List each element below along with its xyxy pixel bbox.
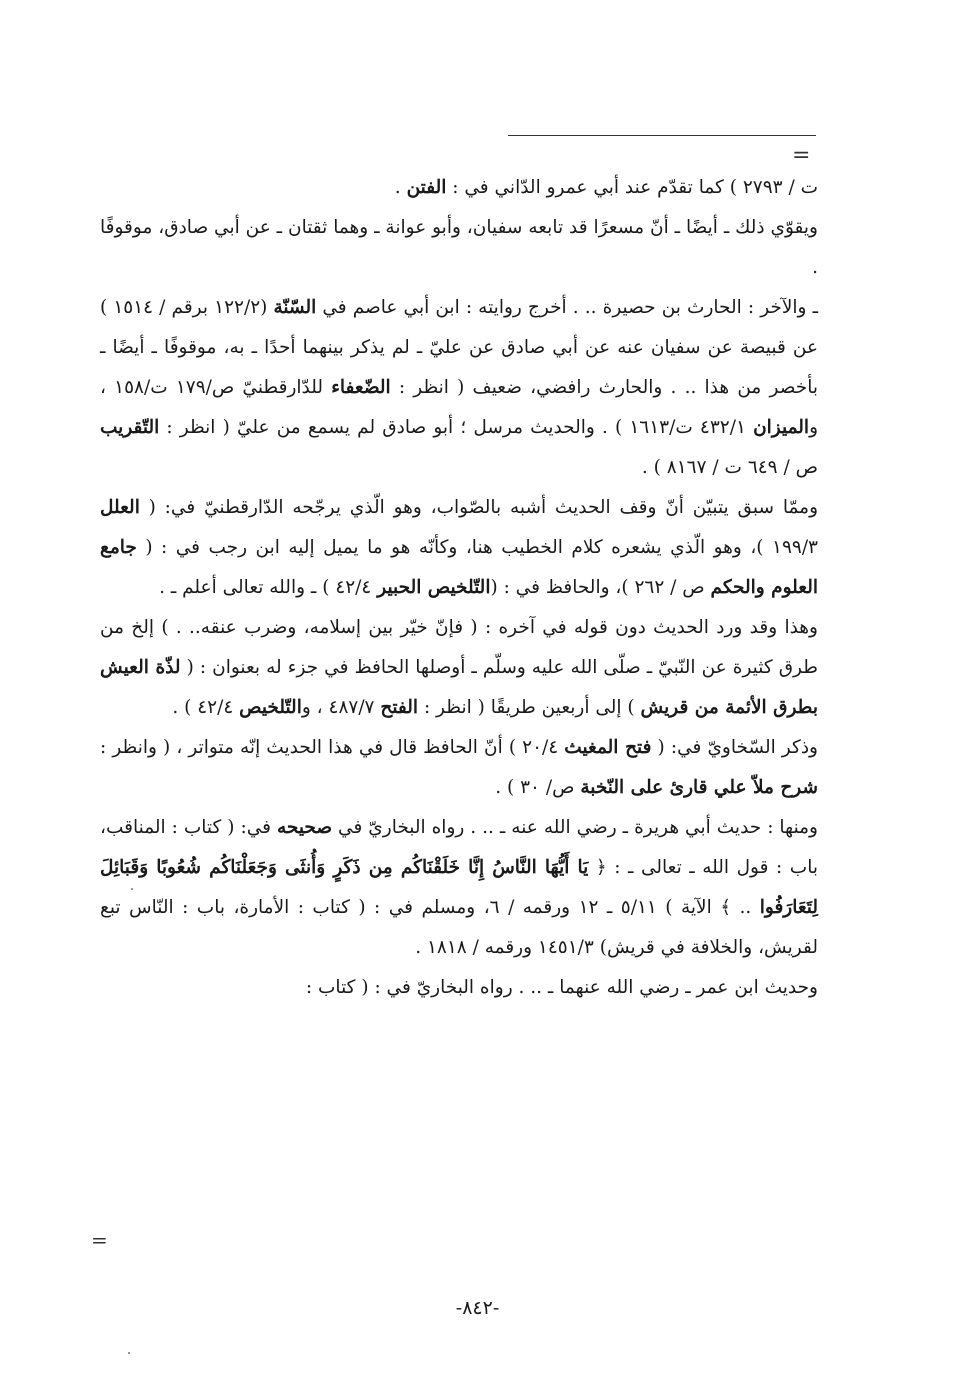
bold-reference: الضّعفاء [331, 377, 391, 398]
bold-reference: التّلخيص [239, 697, 302, 718]
text-run: ت / ٢٧٩٣ ) كما تقدّم عند أبي عمرو الدّاني في : [446, 177, 818, 198]
paragraph [100, 808, 818, 968]
bold-reference: العلل [100, 497, 140, 518]
paragraph [100, 168, 818, 208]
text-run: .. ﴾ الآية ) ٥/١١ ـ ١٢ ورقمه / ٦، ومسلم في : ( كتاب : الأمارة، باب : النّاس تبع لقريش، والخلافة في قريش) ١٤٥١/٣ ورقمه / ١٨١٨ . [100, 897, 818, 958]
text-run: ص / ٦٤٩ ت / ٨١٦٧ ) . [641, 457, 818, 478]
paragraph [100, 488, 818, 608]
paragraph [100, 208, 818, 288]
bold-reference: التّلخيص الحبير [377, 577, 491, 598]
text-run: ١٩٩/٣ )، وهو الّذي يشعره كلام الخطيب هنا، وكأنّه هو ما يميل إليه ابن رجب في : ( [136, 537, 818, 558]
bold-reference: لذّة العيش بطرق الأئمة من قريش [100, 657, 818, 718]
text-run: وذكر السّخاويّ في: ( [651, 737, 818, 758]
bold-reference: السّنّة [273, 297, 317, 318]
text-run: في: ( كتاب : المناقب، باب : قول الله ـ تعالى ـ : ﴿ [100, 817, 818, 878]
text-run: وحديث ابن عمر ـ رضي الله عنهما ـ .. . رواه البخاريّ في : ( كتاب : [305, 977, 818, 998]
bold-reference: الفتن [406, 177, 447, 198]
footnote-separator-rule [508, 135, 816, 136]
continuation-mark-bottom: = [91, 1228, 108, 1252]
text-run: ص / ٢٦٢ )، والحافظ في : ( [490, 577, 711, 598]
text-run: . [394, 177, 407, 198]
text-run: ص/ ٣٠ ) . [495, 777, 581, 798]
scan-speck [128, 1352, 130, 1354]
text-run: ٢٠/٤ ) أنّ الحافظ قال في هذا الحديث إنّه متواتر ، ( وانظر : [100, 737, 565, 758]
scan-speck [131, 888, 133, 890]
text-run: ٤٢/٤ ) ـ والله تعالى أعلم ـ . [159, 577, 378, 598]
bold-reference: يَا أَيُّهَا النَّاسُ إِنَّا خَلَقْنَاكُم مِن ذَكَرٍ وَأُنثَى وَجَعَلْنَاكُم شُعُوبًا وَقَبَائِلَ لِتَعَارَفُوا [100, 857, 819, 918]
text-run: ٤٣٢/١ ت/١٦١٣ ) . والحديث مرسل ؛ أبو صادق لم يسمع من عليّ ( انظر : [159, 417, 754, 438]
paragraph [100, 608, 818, 728]
text-run: وهذا وقد ورد الحديث دون قوله في آخره : ( فإنّ خيّر بين إسلامه، وضرب عنقه.. . ) إلخ من طرق كثيرة عن النّبيّ ـ صلّى الله عليه وسلّم ـ أوصلها الحافظ في جزء له بعنوان : ( [100, 617, 818, 678]
text-run: ومنها : حديث أبي هريرة ـ رضي الله عنه ـ .. . رواه البخاريّ في [332, 817, 818, 838]
text-run: للدّارقطنيّ ص/١٧٩ ت/١٥٨ ، و [100, 377, 818, 438]
paragraph [100, 968, 818, 1008]
text-run: ويقوّي ذلك ـ أيضًا ـ أنّ مسعرًا قد تابعه سفيان، وأبو عوانة ـ وهما ثقتان ـ عن أبي صادق، موقوفًا . [100, 217, 818, 278]
text-run: ـ والآخر : الحارث بن حصيرة .. . أخرج روايته : ابن أبي عاصم في [316, 297, 818, 318]
text-run: ٤٢/٤ ) . [172, 697, 240, 718]
text-run: ) إلى أربعين طريقًا ( انظر : [418, 697, 641, 718]
page-number: -٨٤٢- [455, 1297, 500, 1319]
footnote-text [100, 168, 818, 1008]
bold-reference: شرح ملاّ علي قارئ على النّخبة [580, 777, 818, 798]
bold-reference: الميزان [753, 417, 810, 438]
bold-reference: صحيحه [276, 817, 333, 838]
text-run: (١٢٢/٢ برقم / ١٥١٤ ) عن قبيصة عن سفيان عنه عن أبي صادق عن عليّ ـ لم يذكر بينهما أحدًا ـ به، موقوفًا ـ أيضًا ـ بأخصر من هذا .. . والحارث رافضي، ضعيف ( انظر : [100, 297, 818, 398]
bold-reference: التّقريب [100, 417, 160, 438]
bold-reference: فتح المغيث [564, 737, 652, 758]
text-run: ٤٨٧/٧ ، و [301, 697, 381, 718]
paragraph [100, 728, 818, 808]
continuation-mark-top: = [792, 143, 811, 168]
bold-reference: جامع العلوم والحكم [100, 537, 818, 598]
bold-reference: الفتح [380, 697, 419, 718]
paragraph [100, 288, 818, 488]
text-run: وممّا سبق يتبيّن أنّ وقف الحديث أشبه بالصّواب، وهو الّذي يرجّحه الدّارقطنيّ في: ( [139, 497, 818, 518]
